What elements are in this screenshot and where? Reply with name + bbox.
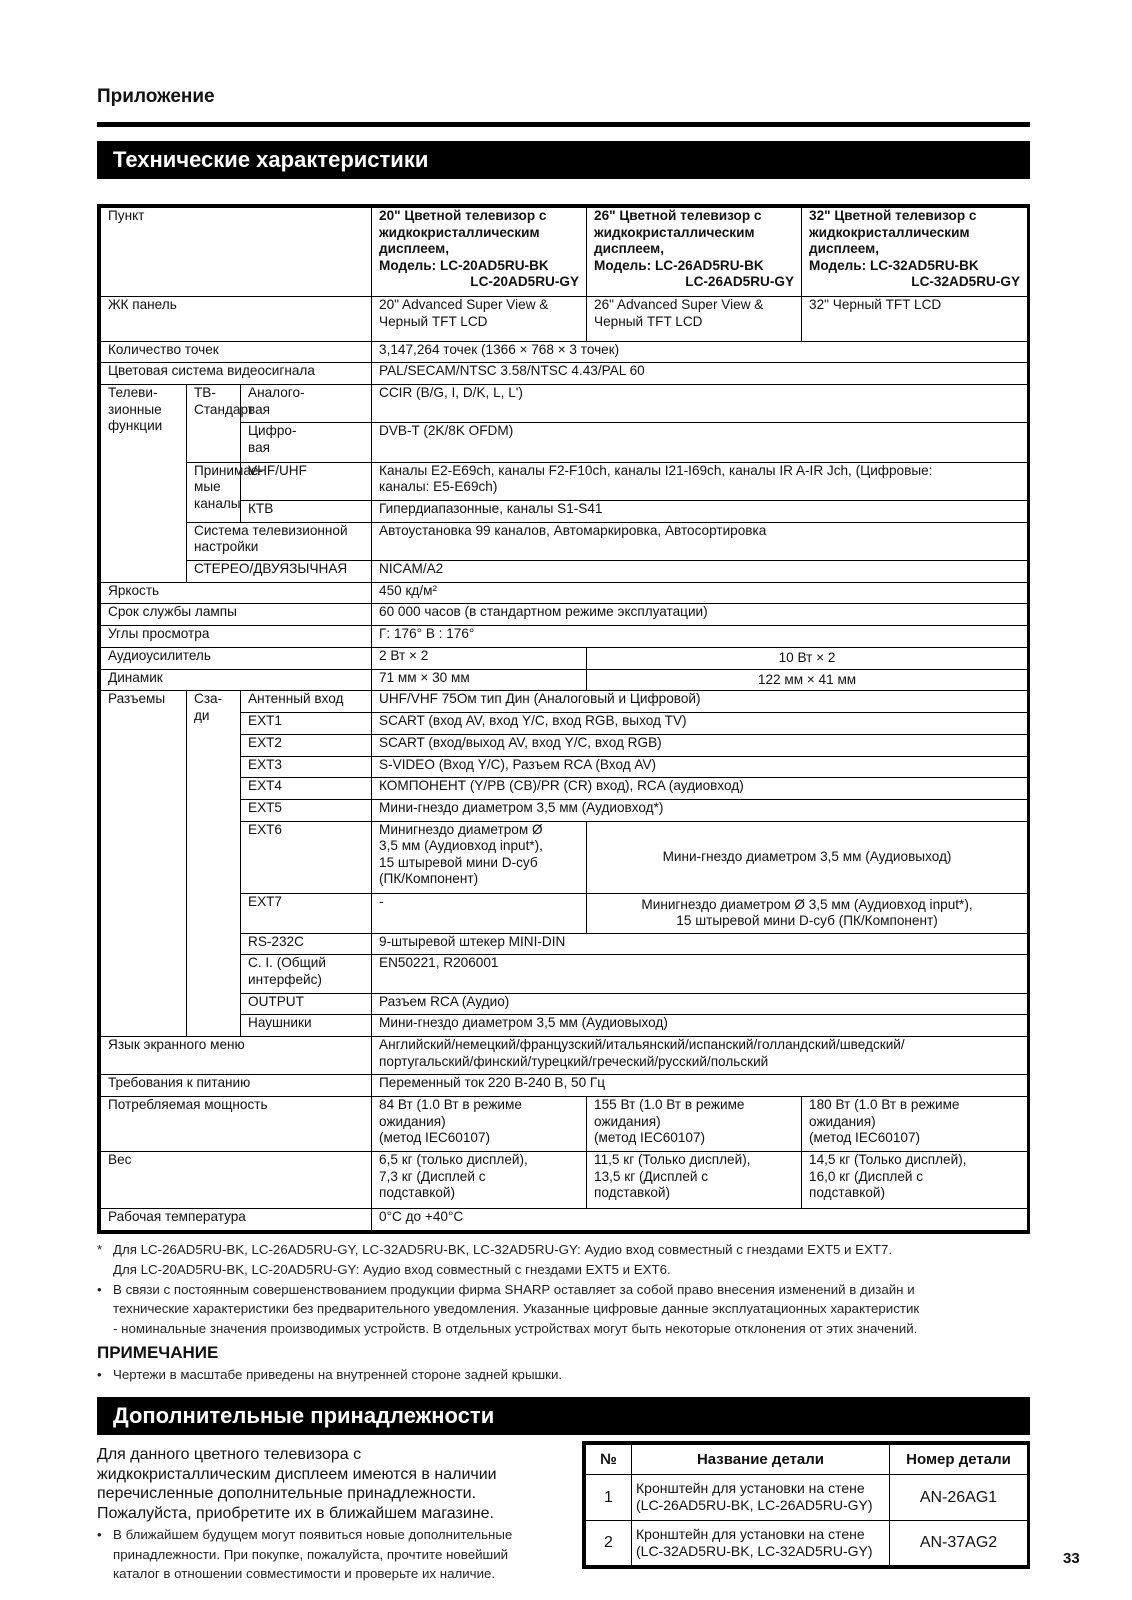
ext7-value-20: - — [372, 894, 587, 933]
osd-language-value: Английский/немецкий/французский/итальянский/испанский/голландский/шведский/ португальский/финский/турецкий/греческий/русский/польский — [372, 1037, 1028, 1075]
spec-row-ext2 — [101, 734, 1028, 756]
amplifier-label: Аудиоусилитель — [101, 647, 372, 669]
spec-row-ext7 — [101, 894, 1028, 933]
spec-row-osd-language — [101, 1037, 1028, 1075]
spec-row-ext1 — [101, 713, 1028, 735]
footnote-disclaimer-line-1: • В связи с постоянным совершенствованием продукции фирма SHARP оставляет за собой право внесения изменений в дизайн и — [97, 1281, 915, 1297]
connectors-label: Разъемы — [101, 691, 187, 1037]
spec-row-speaker — [101, 669, 1028, 691]
appendix-title: Приложение — [97, 86, 215, 107]
digital-value: DVB-T (2K/8K OFDM) — [372, 423, 1028, 462]
vhf-uhf-value: Каналы E2-E69ch, каналы F2-F10ch, каналы I21-I69ch, каналы IR A-IR Jch, (Цифровые: каналы: E5-E69ch) — [372, 462, 1028, 500]
spec-row-analog — [101, 385, 1028, 423]
accessories-heading: Дополнительные принадлежности — [97, 1397, 1030, 1435]
weight-label: Вес — [101, 1152, 372, 1209]
spec-row-color-system — [101, 363, 1028, 385]
power-consumption-26: 155 Вт (1.0 Вт в режиме ожидания) (метод IEC60107) — [587, 1097, 802, 1152]
spec-row-ci — [101, 955, 1028, 993]
ext7-label: EXT7 — [241, 894, 372, 933]
lamp-life-label: Срок службы лампы — [101, 604, 372, 626]
tuning-value: Автоустановка 99 каналов, Автомаркировка, Автосортировка — [372, 522, 1028, 560]
spec-row-temperature — [101, 1208, 1028, 1230]
antenna-label: Антенный вход — [241, 691, 372, 713]
spec-row-dots — [101, 341, 1028, 363]
ext2-value: SCART (вход/выход AV, вход Y/C, вход RGB) — [372, 734, 1028, 756]
note-text: • Чертежи в масштабе приведены на внутренней стороне задней крышки. — [97, 1367, 563, 1382]
ext3-value: S-VIDEO (Вход Y/C), Разъем RCA (Вход AV) — [372, 756, 1028, 778]
ci-value: EN50221, R206001 — [372, 955, 1028, 993]
spec-row-brightness — [101, 582, 1028, 604]
spec-row-lamp — [101, 604, 1028, 626]
dots-label: Количество точек — [101, 341, 372, 363]
spec-row-rs232 — [101, 933, 1028, 955]
power-consumption-label: Потребляемая мощность — [101, 1097, 372, 1152]
power-requirement-value: Переменный ток 220 В-240 В, 50 Гц — [372, 1075, 1028, 1097]
output-value: Разъем RCA (Аудио) — [372, 993, 1028, 1015]
brightness-label: Яркость — [101, 582, 372, 604]
temperature-value: 0°C до +40°C — [372, 1208, 1028, 1230]
vhf-uhf-label: VHF/UHF — [241, 462, 372, 500]
item-header: Пункт — [101, 208, 372, 297]
spec-row-angle — [101, 626, 1028, 648]
weight-20: 6,5 кг (только дисплей), 7,3 кг (Дисплей с подставкой) — [372, 1152, 587, 1209]
stereo-label: СТЕРЕО/ДВУЯЗЫЧНАЯ — [187, 560, 372, 582]
ext6-label: EXT6 — [241, 821, 372, 893]
weight-26: 11,5 кг (Только дисплей), 13,5 кг (Дисплей с подставкой) — [587, 1152, 802, 1209]
spec-row-digital — [101, 423, 1028, 462]
color-system-label: Цветовая система видеосигнала — [101, 363, 372, 385]
tv-standard-label: ТВ- Стандарт — [187, 385, 241, 463]
accessories-intro: Для данного цветного телевизора с жидкокристаллическим дисплеем имеются в наличии перечисленные дополнительные принадлежности. Пожалуйста, приобретите их в ближайшем магазине. — [97, 1446, 497, 1522]
spec-row-antenna — [101, 691, 1028, 713]
footnote-disclaimer-line-2: технические характеристики без предварительного уведомления. Указанные цифровые данные эксплуатационных характеристик — [113, 1301, 920, 1317]
ext2-label: EXT2 — [241, 734, 372, 756]
spec-row-stereo — [101, 560, 1028, 582]
spec-row-ext6 — [101, 821, 1028, 893]
accessories-header-row — [586, 1445, 1028, 1475]
headphones-value: Мини-гнездо диаметром 3,5 мм (Аудиовыход) — [372, 1015, 1028, 1037]
accessories-table-frame — [582, 1441, 1030, 1569]
analog-label: Аналого- вая — [241, 385, 372, 423]
footnote-audio-line-2: Для LC-20AD5RU-BK, LC-20AD5RU-GY: Аудио вход совместный с гнездами EXT5 и EXT6. — [113, 1261, 671, 1277]
acc-row-part: AN-37AG2 — [890, 1520, 1028, 1566]
amplifier-value-other: 10 Вт × 2 — [587, 647, 1028, 669]
ext5-label: EXT5 — [241, 800, 372, 822]
acc-row-name: Кронштейн для установки на стене (LC-32AD5RU-BK, LC-32AD5RU-GY) — [632, 1520, 890, 1566]
lcd-value-26: 26" Advanced Super View & Черный TFT LCD — [587, 297, 802, 342]
note-heading: ПРИМЕЧАНИЕ — [97, 1343, 219, 1362]
weight-32: 14,5 кг (Только дисплей), 16,0 кг (Дисплей с подставкой) — [802, 1152, 1028, 1209]
acc-header-part: Номер детали — [890, 1445, 1028, 1475]
lcd-value-32: 32" Черный TFT LCD — [802, 297, 1028, 342]
rear-label: Сза- ди — [187, 691, 241, 1037]
antenna-value: UHF/VHF 75Ом тип Дин (Аналоговый и Цифровой) — [372, 691, 1028, 713]
ext6-value-20: Минигнездо диаметром Ø 3,5 мм (Аудиовход input*), 15 штыревой мини D-суб (ПК/Компонент) — [372, 821, 587, 893]
ext1-value: SCART (вход AV, вход Y/C, вход RGB, выход TV) — [372, 713, 1028, 735]
spec-row-vhf — [101, 462, 1028, 500]
page-number: 33 — [1063, 1550, 1080, 1567]
received-channels-label: Принимае- мые каналы — [187, 462, 241, 522]
brightness-value: 450 кд/м² — [372, 582, 1028, 604]
ext1-label: EXT1 — [241, 713, 372, 735]
stereo-value: NICAM/A2 — [372, 560, 1028, 582]
footnotes — [97, 1240, 1037, 1339]
spec-row-weight — [101, 1152, 1028, 1209]
power-requirement-label: Требования к питанию — [101, 1075, 372, 1097]
spec-row-output — [101, 993, 1028, 1015]
model-header-32: 32" Цветной телевизор с жидкокристаллическим дисплеем, Модель: LC-32AD5RU-BK LC-32AD5RU-GY — [802, 208, 1028, 297]
acc-row-number: 2 — [586, 1520, 632, 1566]
power-consumption-32: 180 Вт (1.0 Вт в режиме ожидания) (метод IEC60107) — [802, 1097, 1028, 1152]
ci-label: C. I. (Общий интерфейс) — [241, 955, 372, 993]
lcd-label: ЖК панель — [101, 297, 372, 342]
ext7-value-other: Минигнездо диаметром Ø 3,5 мм (Аудиовход input*), 15 штыревой мини D-суб (ПК/Компонент) — [587, 894, 1028, 933]
speaker-value-20: 71 мм × 30 мм — [372, 669, 587, 691]
spec-row-ext4 — [101, 778, 1028, 800]
dots-value: 3,147,264 точек (1366 × 768 × 3 точек) — [372, 341, 1028, 363]
spec-row-power-req — [101, 1075, 1028, 1097]
amplifier-value-20: 2 Вт × 2 — [372, 647, 587, 669]
model-header-20: 20" Цветной телевизор с жидкокристаллическим дисплеем, Модель: LC-20AD5RU-BK LC-20AD5RU-GY — [372, 208, 587, 297]
speaker-value-other: 122 мм × 41 мм — [587, 669, 1028, 691]
acc-row-part: AN-26AG1 — [890, 1475, 1028, 1521]
viewing-angle-label: Углы просмотра — [101, 626, 372, 648]
spec-row-headphones — [101, 1015, 1028, 1037]
ext3-label: EXT3 — [241, 756, 372, 778]
spec-row-tuning — [101, 522, 1028, 560]
lamp-life-value: 60 000 часов (в стандартном режиме эксплуатации) — [372, 604, 1028, 626]
digital-label: Цифро- вая — [241, 423, 372, 462]
accessories-table — [585, 1444, 1028, 1566]
analog-value: CCIR (B/G, I, D/K, L, L') — [372, 385, 1028, 423]
table-row — [586, 1520, 1028, 1566]
spec-row-amp — [101, 647, 1028, 669]
specs-heading: Технические характеристики — [97, 141, 1030, 179]
power-consumption-20: 84 Вт (1.0 Вт в режиме ожидания) (метод IEC60107) — [372, 1097, 587, 1152]
spec-table — [100, 207, 1028, 1231]
osd-language-label: Язык экранного меню — [101, 1037, 372, 1075]
acc-header-name: Название детали — [632, 1445, 890, 1475]
tuning-label: Система телевизионной настройки — [187, 522, 372, 560]
footnote-audio-line-1: * Для LC-26AD5RU-BK, LC-26AD5RU-GY, LC-32AD5RU-BK, LC-32AD5RU-GY: Аудио вход совместный с гнездами EXT5 и EXT7. — [97, 1242, 893, 1257]
spec-table-frame — [97, 204, 1030, 1234]
rs232-value: 9-штыревой штекер MINI-DIN — [372, 933, 1028, 955]
temperature-label: Рабочая температура — [101, 1208, 372, 1230]
spec-row-ext3 — [101, 756, 1028, 778]
spec-row-power-consumption — [101, 1097, 1028, 1152]
acc-row-name: Кронштейн для установки на стене (LC-26AD5RU-BK, LC-26AD5RU-GY) — [632, 1475, 890, 1521]
rs232-label: RS-232C — [241, 933, 372, 955]
ext4-label: EXT4 — [241, 778, 372, 800]
lcd-value-20: 20" Advanced Super View & Черный TFT LCD — [372, 297, 587, 342]
output-label: OUTPUT — [241, 993, 372, 1015]
ext6-value-other: Мини-гнездо диаметром 3,5 мм (Аудиовыход) — [587, 821, 1028, 893]
model-header-26: 26" Цветной телевизор с жидкокристаллическим дисплеем, Модель: LC-26AD5RU-BK LC-26AD5RU-GY — [587, 208, 802, 297]
spec-row-header — [101, 208, 1028, 297]
ext4-value: КОМПОНЕНТ (Y/PB (CB)/PR (CR) вход), RCA (аудиовход) — [372, 778, 1028, 800]
spec-row-lcd — [101, 297, 1028, 342]
accessories-bullet: • В ближайшем будущем могут появиться новые дополнительные принадлежности. При покупке, пожалуйста, прочтите новейший каталог в отношении совместимости и проверьте их наличие. — [97, 1527, 513, 1582]
catv-value: Гипердиапазонные, каналы S1-S41 — [372, 500, 1028, 522]
color-system-value: PAL/SECAM/NTSC 3.58/NTSC 4.43/PAL 60 — [372, 363, 1028, 385]
acc-row-number: 1 — [586, 1475, 632, 1521]
tv-functions-label: Телеви- зионные функции — [101, 385, 187, 583]
appendix-divider — [97, 122, 1030, 127]
table-row — [586, 1475, 1028, 1521]
headphones-label: Наушники — [241, 1015, 372, 1037]
acc-header-number: № — [586, 1445, 632, 1475]
footnote-disclaimer-line-3: - номинальные значения производимых устройств. В отдельных устройствах могут быть некоторые отклонения от этих значений. — [113, 1321, 918, 1337]
speaker-label: Динамик — [101, 669, 372, 691]
catv-label: КТВ — [241, 500, 372, 522]
viewing-angle-value: Г: 176° В : 176° — [372, 626, 1028, 648]
ext5-value: Мини-гнездо диаметром 3,5 мм (Аудиовход*) — [372, 800, 1028, 822]
spec-row-ext5 — [101, 800, 1028, 822]
